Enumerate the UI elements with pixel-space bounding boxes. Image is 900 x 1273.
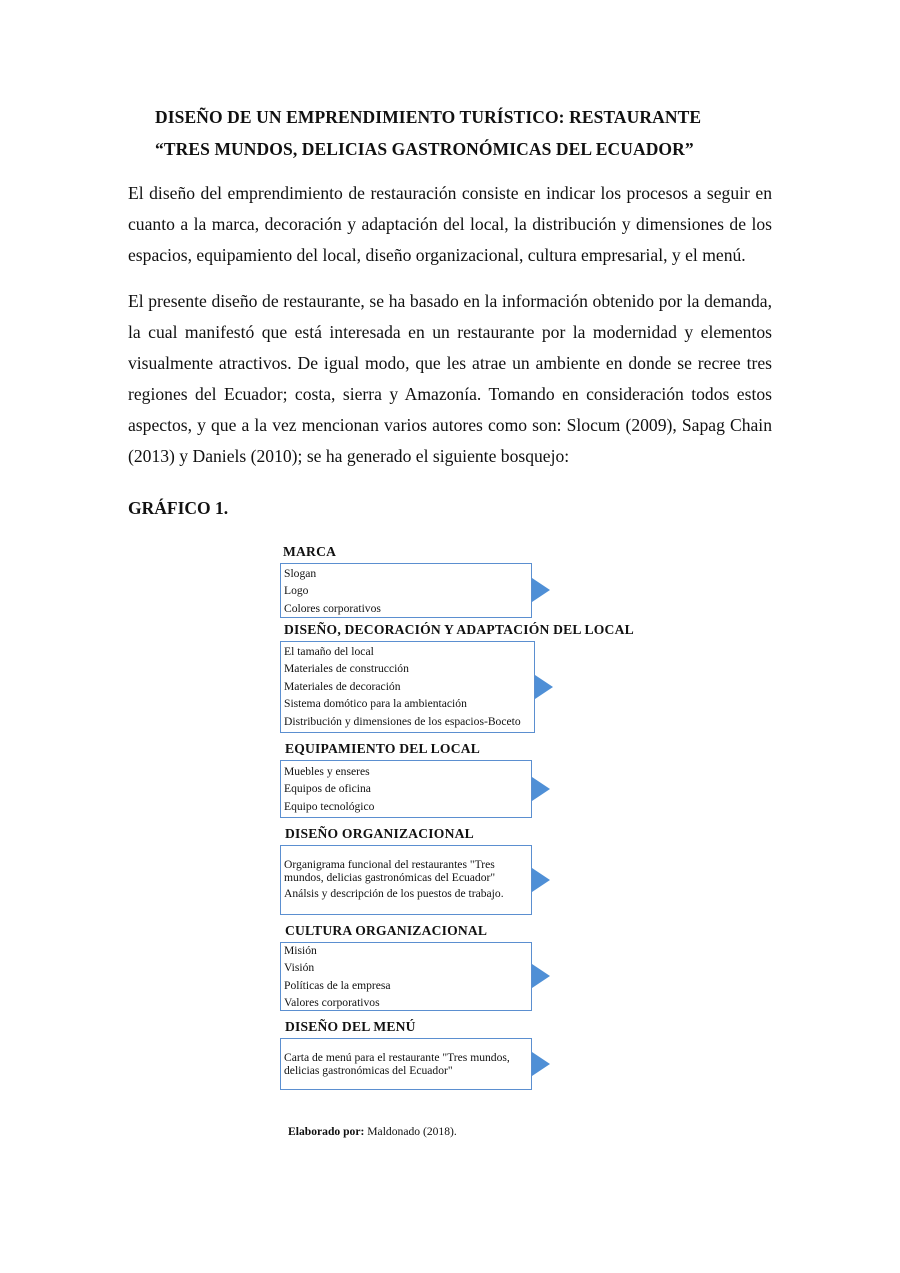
paragraph-1: El diseño del emprendimiento de restauración consiste en indicar los procesos a seguir en cuanto a la marca, decoración y adaptación del local, la distribución y dimensiones de los espacios, equipamiento del local, diseño organizacional, cultura empresarial, y el menú. [128, 183, 772, 265]
arrow-right-icon [532, 1052, 550, 1076]
document-title-line-2: “TRES MUNDOS, DELICIAS GASTRONÓMICAS DEL ECUADOR” [155, 139, 694, 159]
list-item: Equipo tecnológico [284, 799, 375, 813]
section-box-diseno-menu [280, 1038, 532, 1090]
section-title-diseno-menu: DISEÑO DEL MENÚ [285, 1019, 416, 1034]
section-box-marca [280, 563, 532, 618]
list-item: Políticas de la empresa [284, 978, 391, 992]
document-title-line-1: DISEÑO DE UN EMPRENDIMIENTO TURÍSTICO: RESTAURANTE [155, 107, 702, 127]
arrow-right-icon [532, 777, 550, 801]
list-item: Logo [284, 584, 309, 598]
credit-label: Elaborado por: [288, 1125, 365, 1138]
list-item: Distribución y dimensiones de los espacios-Boceto [284, 714, 521, 728]
section-title-diseno-local: DISEÑO, DECORACIÓN Y ADAPTACIÓN DEL LOCAL [284, 622, 634, 637]
section-box-diseno-local [280, 641, 535, 733]
list-item: Visión [284, 961, 315, 975]
section-title-cultura-organizacional: CULTURA ORGANIZACIONAL [285, 923, 488, 938]
arrow-right-icon [532, 868, 550, 892]
figure-credit [288, 1125, 457, 1138]
list-item: Materiales de decoración [284, 679, 401, 693]
list-item: Materiales de construcción [284, 662, 409, 676]
list-item: Carta de menú para el restaurante "Tres mundos, delicias gastronómicas del Ecuador" [284, 1051, 510, 1077]
section-title-marca: MARCA [283, 544, 337, 559]
list-item: Colores corporativos [284, 601, 381, 615]
paragraph-2: El presente diseño de restaurante, se ha basado en la información obtenido por la demanda, la cual manifestó que está interesada en un restaurante por la modernidad y elementos visualmente atractivos. De igual modo, que les atrae un ambiente en donde se recree tres regiones del Ecuador; costa, sierra y Amazonía. Tomando en consideración todos estos aspectos, y que a la vez mencionan varios autores como son: Slocum (2009), Sapag Chain (2013) y Daniels (2010); se ha generado el siguiente bosquejo: [128, 291, 772, 466]
list-item: Análsis y descripción de los puestos de trabajo. [284, 887, 504, 900]
section-box-diseno-organizacional [280, 845, 532, 915]
section-title-diseno-organizacional: DISEÑO ORGANIZACIONAL [285, 826, 474, 841]
figure-label: GRÁFICO 1. [128, 498, 229, 518]
credit-value: Maldonado (2018). [367, 1125, 457, 1138]
arrow-right-icon [532, 578, 550, 602]
section-title-equipamiento: EQUIPAMIENTO DEL LOCAL [285, 741, 480, 756]
list-item: Equipos de oficina [284, 782, 371, 796]
arrow-right-icon [532, 964, 550, 988]
list-item: El tamaño del local [284, 645, 374, 658]
list-item: Slogan [284, 567, 317, 580]
list-item: Misión [284, 944, 317, 957]
list-item: Valores corporativos [284, 996, 380, 1010]
section-box-equipamiento [280, 760, 532, 818]
section-box-cultura-organizacional [280, 942, 532, 1011]
list-item: Muebles y enseres [284, 765, 370, 778]
list-item: Organigrama funcional del restaurantes "Tres mundos, delicias gastronómicas del Ecuador" [284, 858, 496, 884]
arrow-right-icon [535, 675, 553, 699]
list-item: Sistema domótico para la ambientación [284, 697, 467, 711]
